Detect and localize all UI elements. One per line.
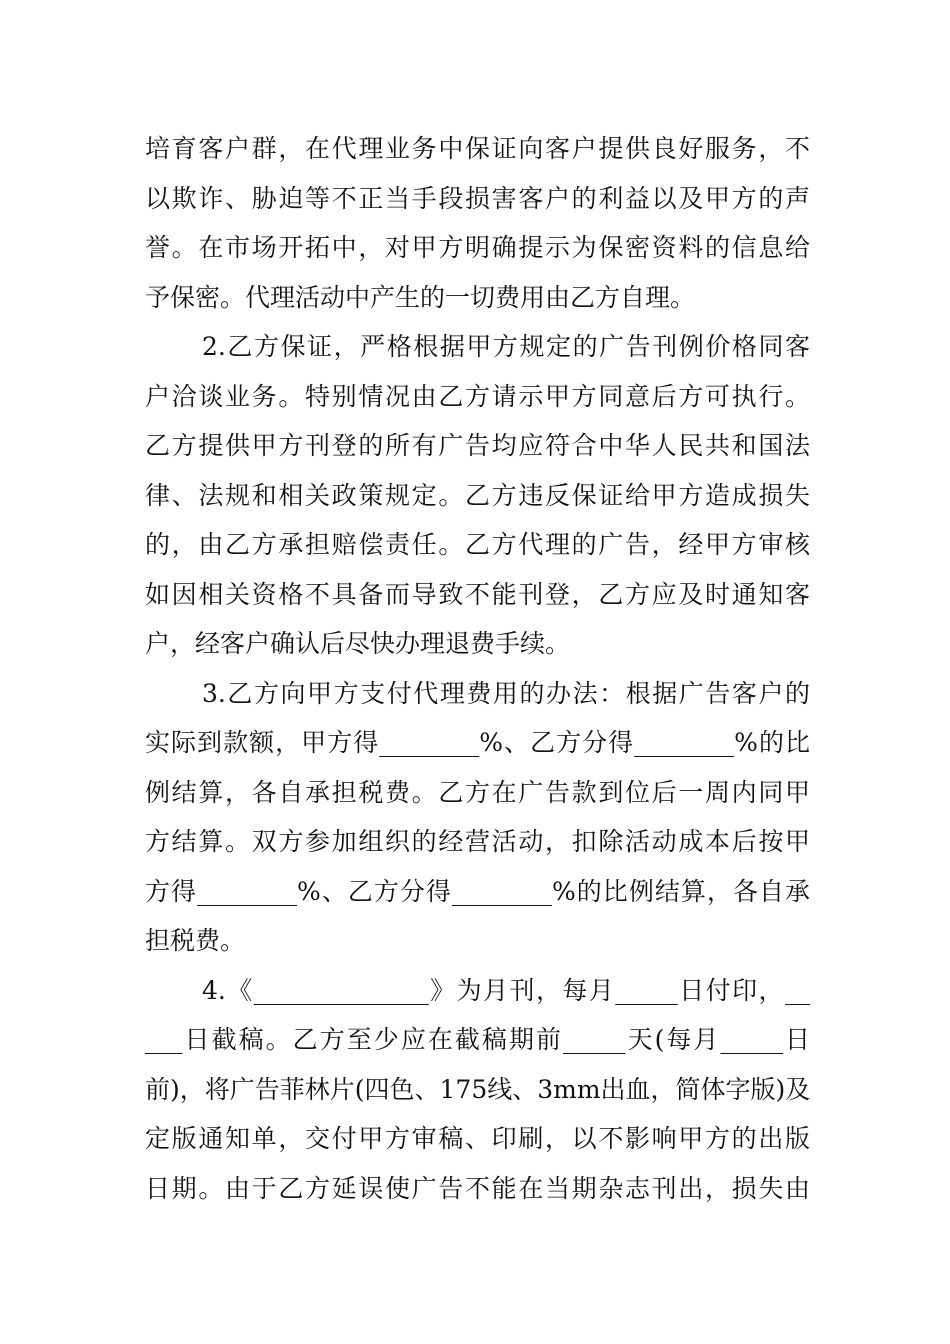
text-line: 的，由乙方承担赔偿责任。乙方代理的广告，经甲方审核	[145, 530, 810, 559]
paragraph-2-start: 2.乙方保证，严格根据甲方规定的广告刊例价格同客	[202, 332, 810, 361]
text-line: 户洽谈业务。特别情况由乙方请示甲方同意后方可执行。	[145, 381, 810, 411]
text-line: 方结算。双方参加组织的经营活动，扣除活动成本后按甲	[145, 827, 810, 856]
paragraph-3-start: 3.乙方向甲方支付代理费用的办法：根据广告客户的	[202, 678, 810, 708]
text-line: 予保密。代理活动中产生的一切费用由乙方自理。	[145, 282, 696, 312]
text-line: 例结算，各自承担税费。乙方在广告款到位后一周内同甲	[145, 777, 810, 807]
text-line: 日期。由于乙方延误使广告不能在当期杂志刊出，损失由	[145, 1173, 810, 1203]
text-line: 前)，将广告菲林片(四色、175线、3mm出血，简体字版)及	[145, 1074, 811, 1104]
paragraph-4-start: 4.《______________》为月刊，每月_____日付印，__	[202, 975, 810, 1005]
text-line: 担税费。	[145, 926, 246, 955]
text-line: 乙方提供甲方刊登的所有广告均应符合中华人民共和国法	[145, 431, 810, 460]
text-line: 定版通知单，交付甲方审稿、印刷，以不影响甲方的出版	[145, 1124, 810, 1153]
text-line: ___日截稿。乙方至少应在截稿期前_____天(每月_____日	[145, 1025, 810, 1054]
text-line: 誉。在市场开拓中，对甲方明确提示为保密资料的信息给	[145, 233, 810, 262]
text-line: 培育客户群，在代理业务中保证向客户提供良好服务，不	[145, 134, 810, 163]
document-page	[145, 124, 810, 1213]
text-line: 以欺诈、胁迫等不正当手段损害客户的利益以及甲方的声	[145, 183, 810, 213]
text-line: 实际到款额，甲方得________%、乙方分得________%的比	[145, 728, 810, 757]
text-line: 方得________%、乙方分得________%的比例结算，各自承	[145, 876, 810, 906]
text-line: 如因相关资格不具备而导致不能刊登，乙方应及时通知客	[145, 579, 810, 609]
text-line: 律、法规和相关政策规定。乙方违反保证给甲方造成损失	[145, 480, 810, 510]
text-line: 户，经客户确认后尽快办理退费手续。	[145, 629, 571, 658]
